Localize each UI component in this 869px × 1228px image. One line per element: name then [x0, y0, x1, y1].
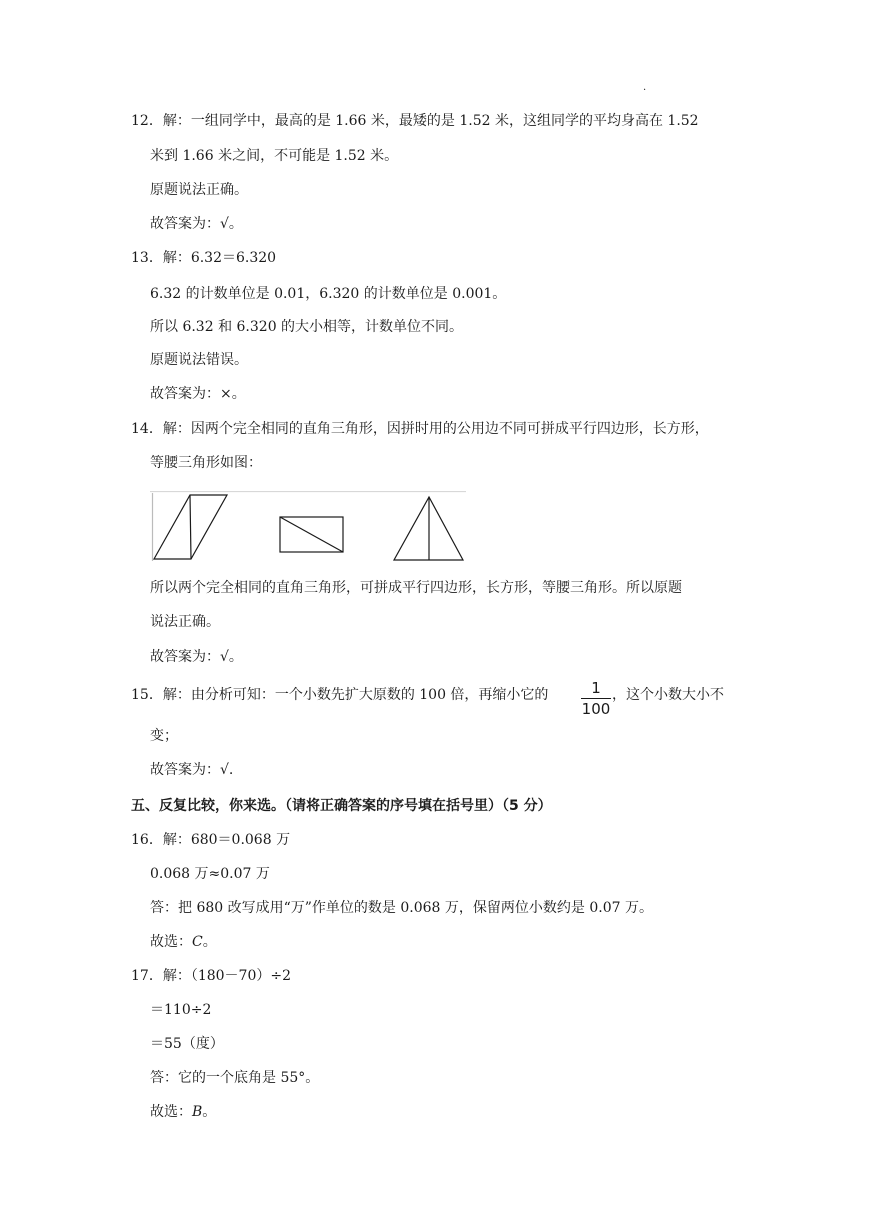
triangle-figure: [150, 491, 466, 563]
q17-line-1: 17．解：（180－70）÷2: [131, 968, 291, 984]
q16-answer-suffix: 。: [202, 934, 217, 950]
q14-line-5: 故答案为：√。: [150, 649, 243, 665]
q17-line-5: [150, 1102, 216, 1122]
q16-line-3: 答：把 680 改写成用“万”作单位的数是 0.068 万，保留两位小数约是 0.07 万。: [150, 900, 653, 916]
q16-line-1: 16．解：680＝0.068 万: [131, 832, 291, 848]
fraction-denominator: 100: [581, 700, 611, 718]
q16-line-4: [150, 932, 217, 952]
q17-line-3: ＝55（度）: [150, 1036, 224, 1052]
q12-line-3: 原题说法正确。: [150, 182, 248, 198]
q13-line-1: 13．解：6.32＝6.320: [131, 250, 277, 266]
q17-answer-letter: B: [192, 1104, 203, 1120]
q17-line-2: ＝110÷2: [150, 1002, 212, 1018]
q15-line-3: 故答案为：√.: [150, 762, 234, 778]
q12-line-1: 12．解：一组同学中，最高的是 1.66 米，最矮的是 1.52 米，这组同学的平均身高在 1.52: [131, 113, 699, 129]
fraction-numerator: 1: [591, 679, 601, 697]
q12-line-4: 故答案为：√。: [150, 216, 243, 232]
q15-line-2: 变；: [150, 728, 178, 744]
fraction-one-hundredth: [580, 679, 612, 719]
q16-answer-letter: C: [192, 934, 203, 950]
section-heading: 五、反复比较，你来选。（请将正确答案的序号填在括号里）（5 分）: [131, 798, 552, 814]
fraction-bar: [581, 698, 611, 699]
q17-answer-prefix: 故选：: [150, 1104, 192, 1120]
q14-line-2: 等腰三角形如图：: [150, 455, 262, 471]
q16-answer-prefix: 故选：: [150, 934, 192, 950]
q14-line-1: 14．解：因两个完全相同的直角三角形，因拼时用的公用边不同可拼成平行四边形，长方形，: [131, 421, 709, 437]
q15-line-1a: 15．解：由分析可知：一个小数先扩大原数的 100 倍，再缩小它的: [131, 687, 549, 703]
q15-line-1b: ，这个小数大小不: [612, 687, 724, 703]
q13-line-3: 所以 6.32 和 6.320 的大小相等，计数单位不同。: [150, 319, 464, 335]
q14-line-4: 说法正确。: [150, 614, 220, 630]
page-mark: .: [643, 82, 647, 93]
q13-line-5: 故答案为：×。: [150, 386, 246, 402]
q13-line-4: 原题说法错误。: [150, 352, 248, 368]
q17-answer-suffix: 。: [202, 1104, 217, 1120]
q12-line-2: 米到 1.66 米之间，不可能是 1.52 米。: [150, 148, 399, 164]
q13-line-2: 6.32 的计数单位是 0.01，6.320 的计数单位是 0.001。: [150, 286, 507, 302]
rectangle-diagonal: [280, 517, 343, 552]
q14-line-3: 所以两个完全相同的直角三角形，可拼成平行四边形，长方形，等腰三角形。所以原题: [150, 580, 682, 596]
q16-line-2: 0.068 万≈0.07 万: [150, 866, 270, 882]
q17-line-4: 答：它的一个底角是 55°。: [150, 1070, 320, 1086]
parallelogram-diagonal: [190, 495, 191, 559]
